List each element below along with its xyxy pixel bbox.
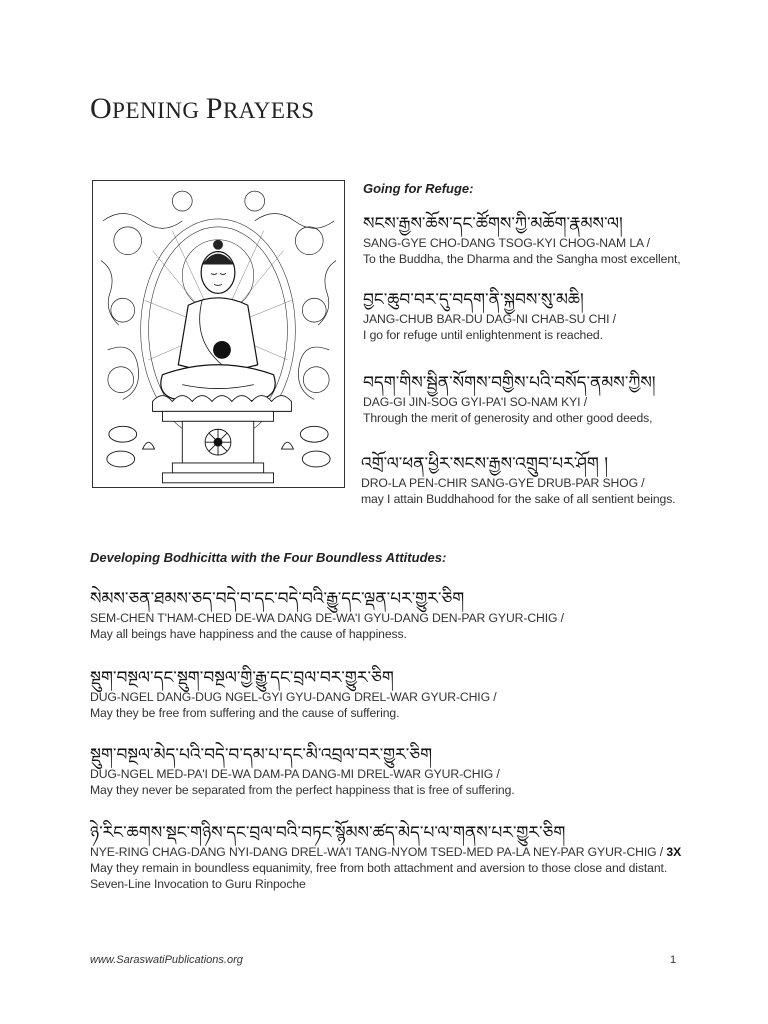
- refuge-heading: Going for Refuge:: [363, 181, 474, 196]
- page-title: [90, 92, 315, 126]
- bodhicitta-verse-4: [90, 822, 681, 892]
- verse-tibetan: བྱང་ཆུབ་བར་དུ་བདག་ནི་སྐྱབས་སུ་མཆི།: [363, 290, 584, 310]
- verse-transliteration: [90, 844, 681, 860]
- verse-transliteration: SANG-GYE CHO-DANG TSOG-KYI CHOG-NAM LA /: [363, 236, 650, 250]
- title-cap-2: P: [205, 92, 223, 125]
- verse-translation: Through the merit of generosity and other good deeds,: [363, 411, 653, 425]
- verse-tibetan: སྡུག་བསྔལ་དང་སྡུག་བསྔལ་གྱི་རྒྱུ་དང་བྲལ་བར་གྱུར་ཅིག: [90, 668, 394, 688]
- verse-tibetan: བདག་གིས་སྦྱིན་སོགས་བགྱིས་པའི་བསོད་ནམས་ཀྱིས།: [363, 373, 656, 393]
- bodhicitta-heading: Developing Bodhicitta with the Four Boundless Attitudes:: [90, 550, 447, 565]
- verse-tibetan: སྡུག་བསྔལ་མེད་པའི་བདེ་བ་དམ་པ་དང་མི་འབྲལ་བར་གྱུར་ཅིག: [90, 745, 433, 765]
- repeat-count: 3X: [666, 845, 682, 859]
- title-rest-2: RAYERS: [222, 98, 315, 123]
- verse-transliteration: JANG-CHUB BAR-DU DAG-NI CHAB-SU CHI /: [363, 312, 616, 326]
- verse-transliteration: DUG-NGEL MED-PA'I DE-WA DAM-PA DANG-MI DREL-WAR GYUR-CHIG /: [90, 767, 500, 781]
- verse-transliteration: DRO-LA PEN-CHIR SANG-GYE DRUB-PAR SHOG /: [361, 476, 645, 490]
- verse-tibetan: ཉེ་རིང་ཆགས་སྡང་གཉིས་དང་བྲལ་བའི་བཏང་སྙོམས་ཚད་མེད་པ་ལ་གནས་པར་གྱུར་ཅིག: [90, 823, 566, 843]
- verse-translation: May all beings have happiness and the cause of happiness.: [90, 627, 407, 641]
- verse-transliteration-text: NYE-RING CHAG-DANG NYI-DANG DREL-WA'I TANG-NYOM TSED-MED PA-LA NEY-PAR GYUR-CHIG /: [90, 845, 664, 859]
- verse-transliteration: SEM-CHEN T'HAM-CHED DE-WA DANG DE-WA'I GYU-DANG DEN-PAR GYUR-CHIG /: [90, 611, 564, 625]
- verse-transliteration: DUG-NGEL DANG-DUG NGEL-GYI GYU-DANG DREL-WAR GYUR-CHIG /: [90, 690, 497, 704]
- verse-translation: To the Buddha, the Dharma and the Sangha most excellent,: [363, 252, 681, 266]
- bodhicitta-verse-3: [90, 744, 515, 798]
- verse-translation: I go for refuge until enlightenment is reached.: [363, 328, 603, 342]
- verse-tibetan: སངས་རྒྱས་ཆོས་དང་ཚོགས་ཀྱི་མཆོག་རྣམས་ལ།: [363, 214, 623, 234]
- verse-translation: may I attain Buddhahood for the sake of all sentient beings.: [361, 492, 676, 506]
- verse-transliteration: DAG-GI JIN-SOG GYI-PA'I SO-NAM KYI /: [363, 395, 587, 409]
- bodhicitta-verse-2: [90, 667, 497, 721]
- bodhicitta-verse-1: [90, 588, 564, 642]
- next-section-title: Seven-Line Invocation to Guru Rinpoche: [90, 877, 306, 891]
- verse-translation: May they remain in boundless equanimity, free from both attachment and aversion to those close and distant.: [90, 861, 668, 875]
- buddha-drawing: [93, 181, 344, 487]
- verse-tibetan: སེམས་ཅན་ཐམས་ཅད་བདེ་བ་དང་བདེ་བའི་རྒྱུ་དང་ལྡན་པར་གྱུར་ཅིག: [90, 589, 465, 609]
- buddha-illustration-icon: [92, 180, 345, 488]
- refuge-verse-2: [363, 289, 616, 343]
- title-cap-1: O: [90, 92, 113, 125]
- verse-translation: May they be free from suffering and the cause of suffering.: [90, 706, 400, 720]
- refuge-verse-1: [363, 213, 681, 267]
- title-rest-1: PENING: [112, 98, 206, 123]
- verse-translation: May they never be separated from the perfect happiness that is free of suffering.: [90, 783, 515, 797]
- verse-tibetan: འགྲོ་ལ་ཕན་ཕྱིར་སངས་རྒྱས་འགྲུབ་པར་ཤོག །: [361, 454, 609, 474]
- page-number: 1: [670, 954, 677, 966]
- refuge-verse-3: [363, 372, 656, 426]
- footer-url: www.SaraswatiPublications.org: [90, 954, 243, 966]
- refuge-verse-4: [361, 453, 675, 507]
